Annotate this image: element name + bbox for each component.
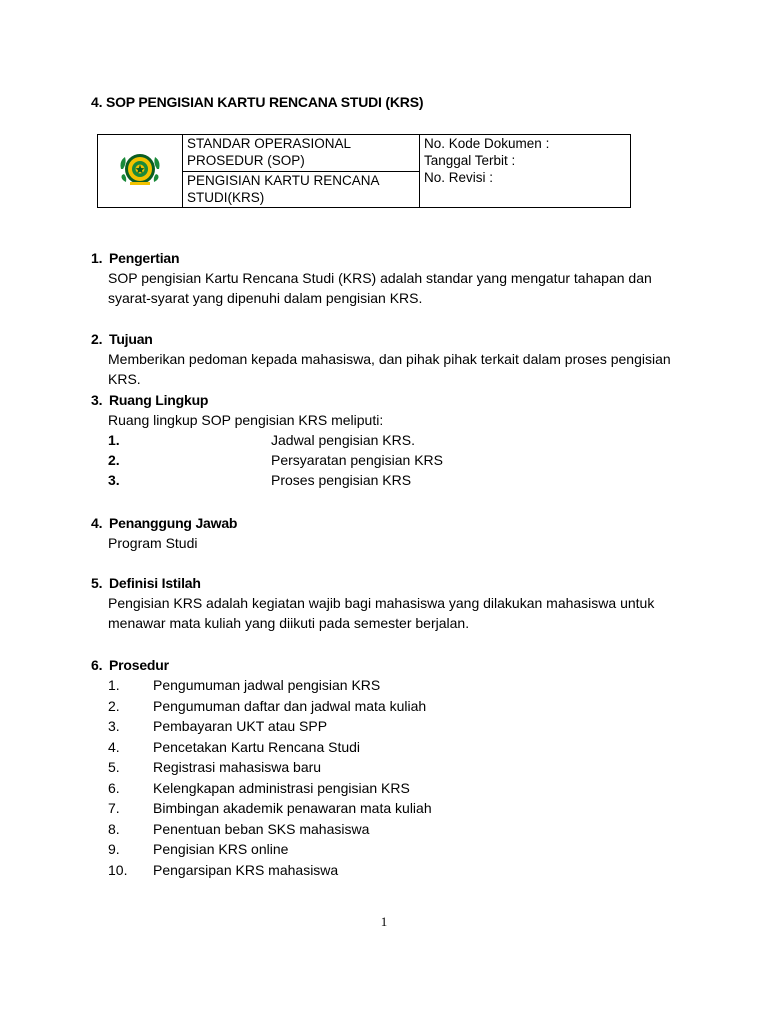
procedure-step <box>91 675 671 696</box>
procedure-step <box>91 839 671 860</box>
section-number: 1. <box>91 250 103 266</box>
step-text: Pengumuman jadwal pengisian KRS <box>153 677 381 693</box>
step-number: 6. <box>108 779 120 796</box>
list-item-text: Proses pengisian KRS <box>271 472 412 488</box>
section-title: Prosedur <box>109 657 169 673</box>
no-revisi-label: No. Revisi : <box>424 170 494 185</box>
section-number: 4. <box>91 515 103 531</box>
list-item-text: Persyaratan pengisian KRS <box>271 452 443 468</box>
list-item-number: 3. <box>108 472 120 488</box>
step-text: Pengisian KRS online <box>153 841 289 857</box>
section-text: SOP pengisian Kartu Rencana Studi (KRS) adalah standar yang mengatur tahapan dan syarat-syarat yang dipenuhi dalam pengisian KRS. <box>108 270 652 306</box>
step-number: 3. <box>108 718 120 734</box>
section-pengertian <box>91 248 671 308</box>
step-number: 8. <box>108 820 120 837</box>
step-number: 7. <box>108 800 120 816</box>
step-text: Pengarsipan KRS mahasiswa <box>153 861 339 878</box>
section-number: 2. <box>91 331 103 347</box>
section-tujuan <box>91 329 671 389</box>
step-text: Registrasi mahasiswa baru <box>153 759 322 775</box>
procedure-step <box>91 737 671 758</box>
section-prosedur <box>91 655 671 880</box>
sop-subject-cell: PENGISIAN KARTU RENCANA STUDI(KRS) <box>183 171 420 208</box>
list-item-number: 2. <box>108 452 120 468</box>
step-number: 1. <box>108 677 120 693</box>
section-number: 6. <box>91 657 103 673</box>
section-heading <box>91 390 671 410</box>
procedure-step <box>91 757 671 778</box>
list-item-text: Jadwal pengisian KRS. <box>271 432 415 448</box>
list-item-number: 1. <box>108 432 120 448</box>
step-text: Pengumuman daftar dan jadwal mata kuliah <box>153 697 427 714</box>
section-penanggung-jawab <box>91 513 671 553</box>
procedure-step <box>91 716 671 737</box>
section-intro: Ruang lingkup SOP pengisian KRS meliputi: <box>108 412 384 428</box>
step-text: Bimbingan akademik penawaran mata kuliah <box>153 800 432 816</box>
section-ruang-lingkup <box>91 390 671 490</box>
step-number: 2. <box>108 697 120 714</box>
section-title: Definisi Istilah <box>109 575 201 591</box>
step-text: Kelengkapan administrasi pengisian KRS <box>153 779 410 796</box>
section-heading <box>91 573 671 593</box>
step-number: 9. <box>108 841 120 857</box>
document-meta-cell <box>420 135 631 208</box>
sop-title-cell: STANDAR OPERASIONAL PROSEDUR (SOP) <box>183 135 420 172</box>
section-text: Memberikan pedoman kepada mahasiswa, dan pihak pihak terkait dalam proses pengisian KRS. <box>108 351 671 387</box>
section-heading <box>91 655 671 675</box>
sop-header-table <box>97 134 631 208</box>
document-title: 4. SOP PENGISIAN KARTU RENCANA STUDI (KRS) <box>91 94 424 110</box>
section-heading <box>91 513 671 533</box>
section-text: Pengisian KRS adalah kegiatan wajib bagi mahasiswa yang dilakukan mahasiswa untuk menawar mata kuliah yang diikuti pada semester berjalan. <box>108 595 655 631</box>
section-heading <box>91 248 671 268</box>
list-item <box>91 450 671 470</box>
step-number: 10. <box>108 861 128 878</box>
university-logo-icon <box>117 149 163 189</box>
step-text: Pencetakan Kartu Rencana Studi <box>153 738 361 755</box>
list-item <box>91 430 671 450</box>
tanggal-terbit-label: Tanggal Terbit : <box>424 153 516 168</box>
procedure-step <box>91 778 671 799</box>
procedure-step <box>91 798 671 819</box>
section-text: Program Studi <box>108 535 198 551</box>
section-title: Pengertian <box>109 250 180 266</box>
logo-cell <box>98 135 183 208</box>
step-number: 4. <box>108 738 120 755</box>
section-title: Tujuan <box>109 331 153 347</box>
page-number: 1 <box>380 914 388 929</box>
step-number: 5. <box>108 759 120 775</box>
kode-dokumen-label: No. Kode Dokumen : <box>424 136 550 151</box>
section-title: Penanggung Jawab <box>109 515 238 531</box>
section-definisi-istilah <box>91 573 671 633</box>
list-item <box>91 470 671 490</box>
procedure-step <box>91 696 671 717</box>
section-title: Ruang Lingkup <box>109 392 209 408</box>
step-text: Penentuan beban SKS mahasiswa <box>153 820 370 837</box>
section-number: 5. <box>91 575 103 591</box>
step-text: Pembayaran UKT atau SPP <box>153 718 328 734</box>
section-heading <box>91 329 671 349</box>
section-number: 3. <box>91 392 103 408</box>
procedure-step <box>91 819 671 840</box>
procedure-step <box>91 860 671 881</box>
